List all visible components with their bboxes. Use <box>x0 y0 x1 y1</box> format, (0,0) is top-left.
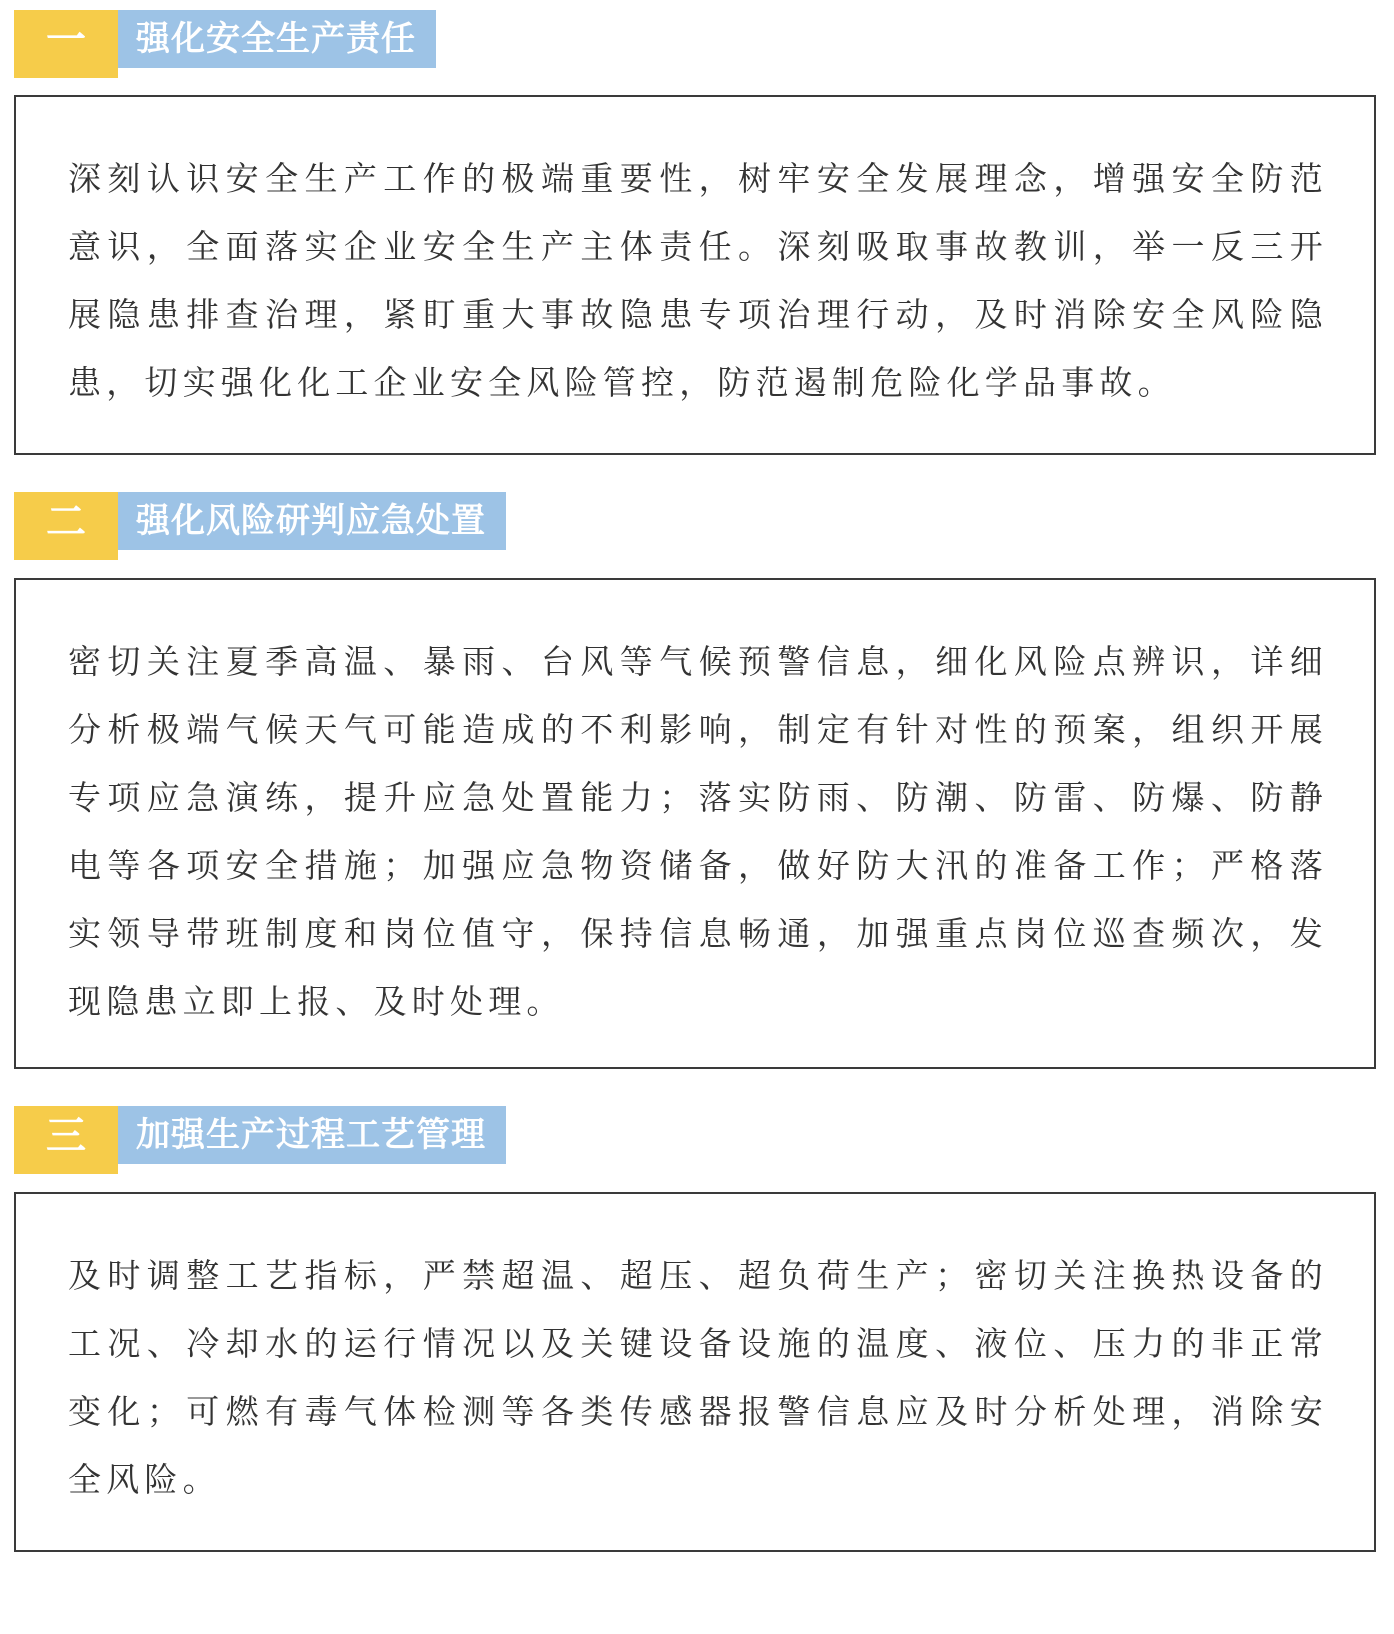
section-1-content-box <box>14 95 1376 455</box>
section-2-content-box <box>14 578 1376 1069</box>
section-2-body: 密切关注夏季高温、暴雨、台风等气候预警信息，细化风险点辨识，详细分析极端气候天气可能造成的不利影响，制定有针对性的预案，组织开展专项应急演练，提升应急处置能力；落实防雨、防潮、防雷、防爆、防静电等各项安全措施；加强应急物资储备，做好防大汛的准备工作；严格落实领导带班制度和岗位值守，保持信息畅通，加强重点岗位巡查频次，发现隐患立即上报、及时处理。 <box>68 642 1328 1021</box>
section-1-number-badge: 一 <box>14 10 118 78</box>
section-2-number-badge: 二 <box>14 492 118 560</box>
section-1-body: 深刻认识安全生产工作的极端重要性，树牢安全发展理念，增强安全防范意识，全面落实企业安全生产主体责任。深刻吸取事故教训，举一反三开展隐患排查治理，紧盯重大事故隐患专项治理行动，及时消除安全风险隐患，切实强化化工企业安全风险管控，防范遏制危险化学品事故。 <box>68 159 1328 402</box>
section-3-content-box <box>14 1192 1376 1552</box>
section-3-body: 及时调整工艺指标，严禁超温、超压、超负荷生产；密切关注换热设备的工况、冷却水的运行情况以及关键设备设施的温度、液位、压力的非正常变化；可燃有毒气体检测等各类传感器报警信息应及时分析处理，消除安全风险。 <box>68 1256 1328 1499</box>
section-1-title: 强化安全生产责任 <box>118 10 436 68</box>
section-2-title: 强化风险研判应急处置 <box>118 492 506 550</box>
section-3-title: 加强生产过程工艺管理 <box>118 1106 506 1164</box>
section-3-number-badge: 三 <box>14 1106 118 1174</box>
